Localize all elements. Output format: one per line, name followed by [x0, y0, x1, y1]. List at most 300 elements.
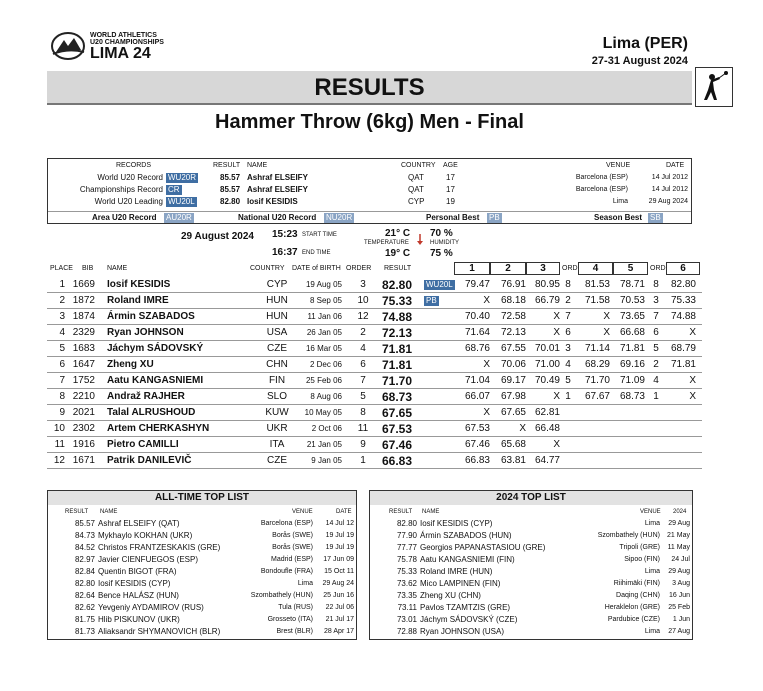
- toplist-row: [370, 578, 692, 590]
- toplist-result: 82.84: [74, 567, 95, 576]
- record-label: Championships Record: [79, 185, 163, 194]
- alltime-top-list: [47, 490, 357, 640]
- toplist-row: [370, 530, 692, 542]
- result-country: FIN: [268, 375, 286, 386]
- result-note-badge: PB: [426, 296, 437, 305]
- toplist-result: 85.57: [74, 519, 95, 528]
- toplist-name: Iosif KESIDIS (CYP): [420, 519, 493, 528]
- alltime-hdr-venue: VENUE: [292, 509, 313, 515]
- result-note-badge: WU20L: [426, 280, 453, 289]
- result-attempt-3: X: [553, 311, 560, 322]
- result-dob: 10 May 05: [304, 408, 342, 417]
- result-attempt-4: 67.67: [584, 391, 610, 402]
- result-order: 11: [357, 423, 369, 434]
- toplist-venue: Szombathely (HUN): [597, 532, 660, 539]
- toplist-venue: Lima: [644, 520, 660, 527]
- record-label: World U20 Record: [97, 173, 163, 182]
- records-col-country: COUNTRY: [401, 162, 436, 169]
- record-code: WU20R: [168, 173, 197, 182]
- result-attempt-1: 79.47: [464, 279, 490, 290]
- toplist-result: 84.73: [74, 531, 95, 540]
- result-dob: 2 Oct 06: [311, 424, 342, 433]
- toplist-venue: Sipoo (FIN): [624, 556, 660, 563]
- legend-pb-label: Personal Best: [426, 213, 480, 222]
- result-name: Aatu KANGASNIEMI: [107, 375, 204, 386]
- result-order: 4: [360, 343, 366, 354]
- toplist-row: [370, 542, 692, 554]
- toplist-result: 73.35: [396, 591, 417, 600]
- result-bib: 1916: [72, 439, 95, 450]
- result-order-after-3: 8: [565, 279, 571, 290]
- result-order: 1: [360, 455, 366, 466]
- result-name: Artem CHERKASHYN: [107, 423, 210, 434]
- toplist-venue: Lima: [644, 568, 660, 575]
- toplist-2024-hdr-result: RESULT: [389, 509, 413, 515]
- col-bib: BIB: [82, 265, 94, 272]
- result-row: [47, 325, 702, 341]
- toplist-result: 77.90: [396, 531, 417, 540]
- toplist-date: 25 Feb: [668, 604, 690, 611]
- toplist-name: Jáchym SÁDOVSKÝ (CZE): [420, 615, 518, 624]
- temperature-label: TEMPERATURE: [364, 240, 409, 246]
- result-attempt-2: 72.58: [500, 311, 526, 322]
- toplist-result: 81.75: [74, 615, 95, 624]
- records-col-date: DATE: [666, 162, 685, 169]
- result-dob: 11 Jan 06: [307, 312, 342, 321]
- toplist-row: [48, 554, 356, 566]
- result-attempt-6: X: [689, 327, 696, 338]
- result-attempt-1: 66.07: [464, 391, 490, 402]
- toplist-name: Bence HALÁSZ (HUN): [98, 591, 179, 600]
- record-result: 85.57: [220, 173, 241, 182]
- result-order: 8: [360, 407, 366, 418]
- record-venue: Barcelona (ESP): [575, 174, 628, 181]
- toplist-2024-hdr-date: 2024: [673, 509, 687, 515]
- toplist-name: Javier CIENFUEGOS (ESP): [98, 555, 199, 564]
- result-bib: 2302: [72, 423, 95, 434]
- record-code: CR: [168, 185, 180, 194]
- toplist-date: 22 Jul 06: [325, 604, 354, 611]
- result-order-after-5: 4: [653, 375, 659, 386]
- result-attempt-2: 68.18: [500, 295, 526, 306]
- result-mark: 72.13: [381, 326, 412, 340]
- toplist-2024: [369, 490, 693, 640]
- result-attempt-1: X: [483, 295, 490, 306]
- result-place: 2: [59, 295, 65, 306]
- toplist-date: 27 Aug: [668, 628, 690, 635]
- toplist-row: [370, 590, 692, 602]
- legend-national-code: NU20R: [326, 213, 353, 222]
- result-order-after-3: 2: [565, 295, 571, 306]
- result-dob: 21 Jan 05: [306, 440, 342, 449]
- toplist-venue: Bondoufle (FRA): [260, 568, 313, 575]
- result-order: 7: [360, 375, 366, 386]
- record-country: QAT: [408, 185, 424, 194]
- col-attempt-5: 5: [613, 262, 648, 275]
- result-attempt-3: 66.79: [534, 295, 560, 306]
- result-attempt-2: 65.68: [500, 439, 526, 450]
- result-attempt-1: 67.53: [464, 423, 490, 434]
- record-row: [48, 172, 691, 184]
- col-name: NAME: [107, 265, 128, 272]
- result-attempt-4: 81.53: [584, 279, 610, 290]
- records-col-age: AGE: [443, 162, 458, 169]
- result-mark: 67.65: [381, 406, 412, 420]
- result-dob: 16 Mar 05: [305, 344, 342, 353]
- record-age: 17: [446, 185, 455, 194]
- result-bib: 1683: [72, 343, 95, 354]
- result-place: 6: [59, 359, 65, 370]
- result-mark: 71.70: [381, 374, 412, 388]
- result-bib: 2021: [72, 407, 95, 418]
- toplist-result: 77.77: [396, 543, 417, 552]
- toplist-date: 24 Jul: [671, 556, 690, 563]
- result-attempt-4: 71.58: [584, 295, 610, 306]
- result-place: 7: [59, 375, 65, 386]
- result-dob: 9 Jan 05: [311, 456, 342, 465]
- toplist-row: [48, 614, 356, 626]
- result-row: [47, 277, 702, 293]
- result-place: 3: [59, 311, 65, 322]
- logo-line-1: WORLD ATHLETICS: [90, 32, 157, 39]
- toplist-result: 82.80: [396, 519, 417, 528]
- toplist-row: [370, 614, 692, 626]
- toplist-result: 82.64: [74, 591, 95, 600]
- col-order-3: ORD.: [650, 265, 668, 272]
- results-title: RESULTS: [47, 71, 692, 105]
- record-name: Iosif KESIDIS: [247, 197, 298, 206]
- legend-area-code: AU20R: [166, 213, 192, 222]
- legend-national-label: National U20 Record: [238, 213, 317, 222]
- result-row: [47, 389, 702, 405]
- result-name: Ryan JOHNSON: [107, 327, 184, 338]
- toplist-name: Ashraf ELSEIFY (QAT): [98, 519, 180, 528]
- records-header-row: [48, 160, 691, 172]
- result-attempt-3: 66.48: [534, 423, 560, 434]
- alltime-hdr-result: RESULT: [65, 509, 89, 515]
- record-venue: Lima: [612, 198, 628, 205]
- toplist-row: [48, 602, 356, 614]
- toplist-result: 84.52: [74, 543, 95, 552]
- result-dob: 26 Jan 05: [306, 328, 342, 337]
- start-time-label: START TIME: [302, 232, 337, 238]
- toplist-date: 16 Jun: [668, 592, 690, 599]
- result-place: 11: [54, 439, 65, 450]
- col-attempt-2: 2: [490, 262, 526, 275]
- result-name: Roland IMRE: [107, 295, 169, 306]
- result-place: 4: [59, 327, 65, 338]
- alltime-title: ALL-TIME TOP LIST: [48, 491, 356, 505]
- toplist-row: [370, 518, 692, 530]
- humidity-label: HUMIDITY: [430, 240, 459, 246]
- result-attempt-3: 80.95: [534, 279, 560, 290]
- result-attempt-4: 71.14: [584, 343, 610, 354]
- result-place: 10: [53, 423, 65, 434]
- result-attempt-2: 63.81: [500, 455, 526, 466]
- result-place: 12: [53, 455, 65, 466]
- result-attempt-2: 70.06: [500, 359, 526, 370]
- col-result: RESULT: [384, 265, 412, 272]
- col-order: ORDER: [346, 265, 372, 272]
- col-country: COUNTRY: [250, 265, 285, 272]
- result-attempt-3: X: [553, 391, 560, 402]
- result-bib: 1874: [72, 311, 95, 322]
- record-label: World U20 Leading: [94, 197, 163, 206]
- end-time: 16:37: [272, 247, 298, 258]
- toplist-row: [48, 578, 356, 590]
- result-order-after-3: 5: [565, 375, 571, 386]
- records-col-venue: VENUE: [606, 162, 631, 169]
- toplist-result: 73.01: [396, 615, 417, 624]
- hammer-thrower-icon: [696, 68, 731, 105]
- result-attempt-6: X: [689, 375, 696, 386]
- toplist-name: Pavlos TZAMTZIS (GRE): [420, 603, 511, 612]
- toplist-row: [370, 566, 692, 578]
- result-attempt-3: 64.77: [534, 455, 560, 466]
- result-country: SLO: [266, 391, 287, 402]
- venue-dates: 27-31 August 2024: [591, 55, 688, 67]
- result-name: Pietro CAMILLI: [107, 439, 179, 450]
- record-date: 14 Jul 2012: [651, 186, 688, 193]
- result-order: 6: [360, 359, 366, 370]
- result-country: USA: [266, 327, 288, 338]
- record-name: Ashraf ELSEIFY: [247, 185, 308, 194]
- result-bib: 1669: [72, 279, 95, 290]
- result-attempt-3: 70.49: [534, 375, 560, 386]
- col-attempt-4: 4: [578, 262, 613, 275]
- toplist-name: Mykhaylo KOKHAN (UKR): [98, 531, 193, 540]
- result-name: Ármin SZABADOS: [107, 311, 195, 322]
- result-mark: 67.53: [381, 422, 412, 436]
- record-row: [48, 184, 691, 196]
- result-country: HUN: [266, 311, 288, 322]
- result-attempt-4: X: [603, 327, 610, 338]
- result-attempt-1: X: [483, 359, 490, 370]
- toplist-date: 29 Aug: [668, 568, 690, 575]
- result-attempt-2: 72.13: [500, 327, 526, 338]
- result-name: Talal ALRUSHOUD: [107, 407, 196, 418]
- records-col-name: NAME: [247, 162, 268, 169]
- result-attempt-1: 71.64: [464, 327, 490, 338]
- result-row: [47, 341, 702, 357]
- toplist-row: [48, 626, 356, 638]
- logo-line-2: U20 CHAMPIONSHIPS: [90, 39, 164, 46]
- col-attempt-3: 3: [526, 262, 560, 275]
- result-order-after-5: 7: [653, 311, 659, 322]
- result-attempt-6: 68.79: [670, 343, 696, 354]
- result-attempt-1: 70.40: [464, 311, 490, 322]
- toplist-row: [48, 542, 356, 554]
- col-attempt-1: 1: [454, 262, 490, 275]
- toplist-name: Aliaksandr SHYMANOVICH (BLR): [98, 627, 221, 636]
- result-dob: 8 Sep 05: [309, 296, 342, 305]
- result-attempt-5: 71.09: [619, 375, 645, 386]
- result-order-after-3: 7: [565, 311, 571, 322]
- toplist-date: 19 Jul 19: [325, 532, 354, 539]
- result-attempt-2: 67.55: [500, 343, 526, 354]
- result-country: KUW: [265, 407, 289, 418]
- col-place: PLACE: [50, 265, 73, 272]
- result-order-after-3: 6: [565, 327, 571, 338]
- result-mark: 74.88: [381, 310, 412, 324]
- toplist-name: Yevgeniy AYDAMIROV (RUS): [98, 603, 204, 612]
- event-title: Hammer Throw (6kg) Men - Final: [215, 111, 524, 133]
- result-mark: 82.80: [381, 278, 412, 292]
- result-row: [47, 309, 702, 325]
- result-attempt-2: 67.65: [500, 407, 526, 418]
- result-order-after-5: 3: [653, 295, 659, 306]
- record-country: CYP: [408, 197, 425, 206]
- toplist-name: Georgios PAPANASTASIOU (GRE): [420, 543, 546, 552]
- result-row: [47, 405, 702, 421]
- result-attempt-5: 73.65: [619, 311, 645, 322]
- toplist-name: Iosif KESIDIS (CYP): [98, 579, 171, 588]
- record-name: Ashraf ELSEIFY: [247, 173, 308, 182]
- alltime-hdr-date: DATE: [336, 509, 352, 515]
- toplist-date: 1 Jun: [672, 616, 690, 623]
- toplist-result: 81.73: [74, 627, 95, 636]
- toplist-date: 3 Aug: [672, 580, 690, 587]
- toplist-row: [48, 590, 356, 602]
- record-age: 19: [446, 197, 455, 206]
- result-country: HUN: [266, 295, 288, 306]
- result-dob: 8 Aug 06: [310, 392, 342, 401]
- toplist-date: 14 Jul 12: [325, 520, 354, 527]
- toplist-name: Zheng XU (CHN): [420, 591, 481, 600]
- toplist-venue: Riihimäki (FIN): [613, 580, 660, 587]
- result-name: Zheng XU: [107, 359, 154, 370]
- result-mark: 67.46: [381, 438, 412, 452]
- toplist-date: 29 Aug: [668, 520, 690, 527]
- result-row: [47, 453, 702, 469]
- records-col-records: RECORDS: [116, 162, 152, 169]
- record-country: QAT: [408, 173, 424, 182]
- toplist-date: 21 May: [667, 532, 690, 539]
- toplist-result: 75.78: [396, 555, 417, 564]
- legend-sb-code: SB: [650, 213, 661, 222]
- toplist-date: 29 Aug 24: [322, 580, 354, 587]
- result-attempt-1: 67.46: [464, 439, 490, 450]
- result-attempt-5: 70.53: [619, 295, 645, 306]
- competition-date: 29 August 2024: [181, 231, 254, 242]
- toplist-venue: Tripoli (GRE): [619, 544, 660, 551]
- record-row: [48, 196, 691, 208]
- result-attempt-6: 74.88: [670, 311, 696, 322]
- result-note: [424, 295, 439, 307]
- toplist-name: Mico LAMPINEN (FIN): [420, 579, 501, 588]
- toplist-date: 11 May: [667, 544, 690, 551]
- result-row: [47, 437, 702, 453]
- toplist-name: Hlib PISKUNOV (UKR): [98, 615, 180, 624]
- result-mark: 68.73: [381, 390, 412, 404]
- result-attempt-5: 66.68: [619, 327, 645, 338]
- result-country: CZE: [267, 455, 287, 466]
- result-place: 9: [59, 407, 65, 418]
- toplist-date: 25 Jun 16: [323, 592, 354, 599]
- toplist-venue: Madrid (ESP): [270, 556, 313, 563]
- result-attempt-6: 75.33: [670, 295, 696, 306]
- result-attempt-2: 67.98: [500, 391, 526, 402]
- result-dob: 2 Dec 06: [309, 360, 342, 369]
- result-country: CHN: [266, 359, 288, 370]
- toplist-name: Quentin BIGOT (FRA): [98, 567, 177, 576]
- toplist-result: 75.33: [396, 567, 417, 576]
- result-row: [47, 293, 702, 309]
- toplist-name: Christos FRANTZESKAKIS (GRE): [98, 543, 221, 552]
- toplist-result: 73.62: [396, 579, 417, 588]
- result-attempt-6: X: [689, 391, 696, 402]
- toplist-name: Roland IMRE (HUN): [420, 567, 493, 576]
- result-order-after-3: 1: [565, 391, 571, 402]
- humidity-end: 75 %: [430, 248, 453, 259]
- record-result: 82.80: [220, 197, 241, 206]
- col-dob: DATE of BIRTH: [292, 265, 341, 272]
- col-order-2: ORD.: [562, 265, 580, 272]
- toplist-venue: Lima: [297, 580, 313, 587]
- toplist-date: 21 Jul 17: [325, 616, 354, 623]
- result-country: ITA: [269, 439, 285, 450]
- start-time: 15:23: [272, 229, 298, 240]
- result-country: CZE: [267, 343, 287, 354]
- toplist-row: [48, 530, 356, 542]
- toplist-result: 82.97: [74, 555, 95, 564]
- temperature-end: 19° C: [385, 248, 411, 259]
- records-col-result: RESULT: [213, 162, 241, 169]
- toplist-result: 82.80: [74, 579, 95, 588]
- result-attempt-4: 71.70: [584, 375, 610, 386]
- temperature-down-arrow-icon: [416, 234, 424, 246]
- temperature-start: 21° C: [385, 228, 411, 239]
- result-attempt-1: 66.83: [464, 455, 490, 466]
- result-order-after-5: 8: [653, 279, 659, 290]
- result-order-after-5: 5: [653, 343, 659, 354]
- toplist-result: 82.62: [74, 603, 95, 612]
- legend-area-label: Area U20 Record: [92, 213, 157, 222]
- result-country: UKR: [266, 423, 288, 434]
- result-attempt-5: 68.73: [619, 391, 645, 402]
- result-attempt-1: 71.04: [464, 375, 490, 386]
- humidity-start: 70 %: [430, 228, 453, 239]
- result-order-after-3: 4: [565, 359, 571, 370]
- legend-sb-label: Season Best: [594, 213, 643, 222]
- result-place: 5: [59, 343, 65, 354]
- toplist-row: [370, 626, 692, 638]
- alltime-hdr-name: NAME: [100, 509, 118, 515]
- result-mark: 66.83: [381, 454, 412, 468]
- result-name: Iosif KESIDIS: [107, 279, 171, 290]
- championship-emblem-icon: [50, 30, 86, 62]
- col-attempt-6: 6: [666, 262, 700, 275]
- hammer-throw-pictogram: [695, 67, 733, 107]
- records-legend-row: [48, 211, 691, 223]
- toplist-venue: Borås (SWE): [272, 544, 313, 551]
- result-attempt-2: 76.91: [500, 279, 526, 290]
- result-bib: 2210: [72, 391, 95, 402]
- result-attempt-2: 69.17: [500, 375, 526, 386]
- toplist-venue: Daqing (CHN): [616, 592, 660, 599]
- toplist-row: [370, 602, 692, 614]
- toplist-venue: Szombathely (HUN): [250, 592, 313, 599]
- toplist-date: 17 Jun 09: [323, 556, 354, 563]
- toplist-name: Aatu KANGASNIEMI (FIN): [420, 555, 515, 564]
- result-name: Jáchym SÁDOVSKÝ: [107, 343, 204, 354]
- result-row: [47, 373, 702, 389]
- record-venue: Barcelona (ESP): [575, 186, 628, 193]
- result-attempt-5: 69.16: [619, 359, 645, 370]
- toplist-venue: Brest (BLR): [276, 628, 313, 635]
- result-bib: 2329: [72, 327, 95, 338]
- result-order: 10: [357, 295, 369, 306]
